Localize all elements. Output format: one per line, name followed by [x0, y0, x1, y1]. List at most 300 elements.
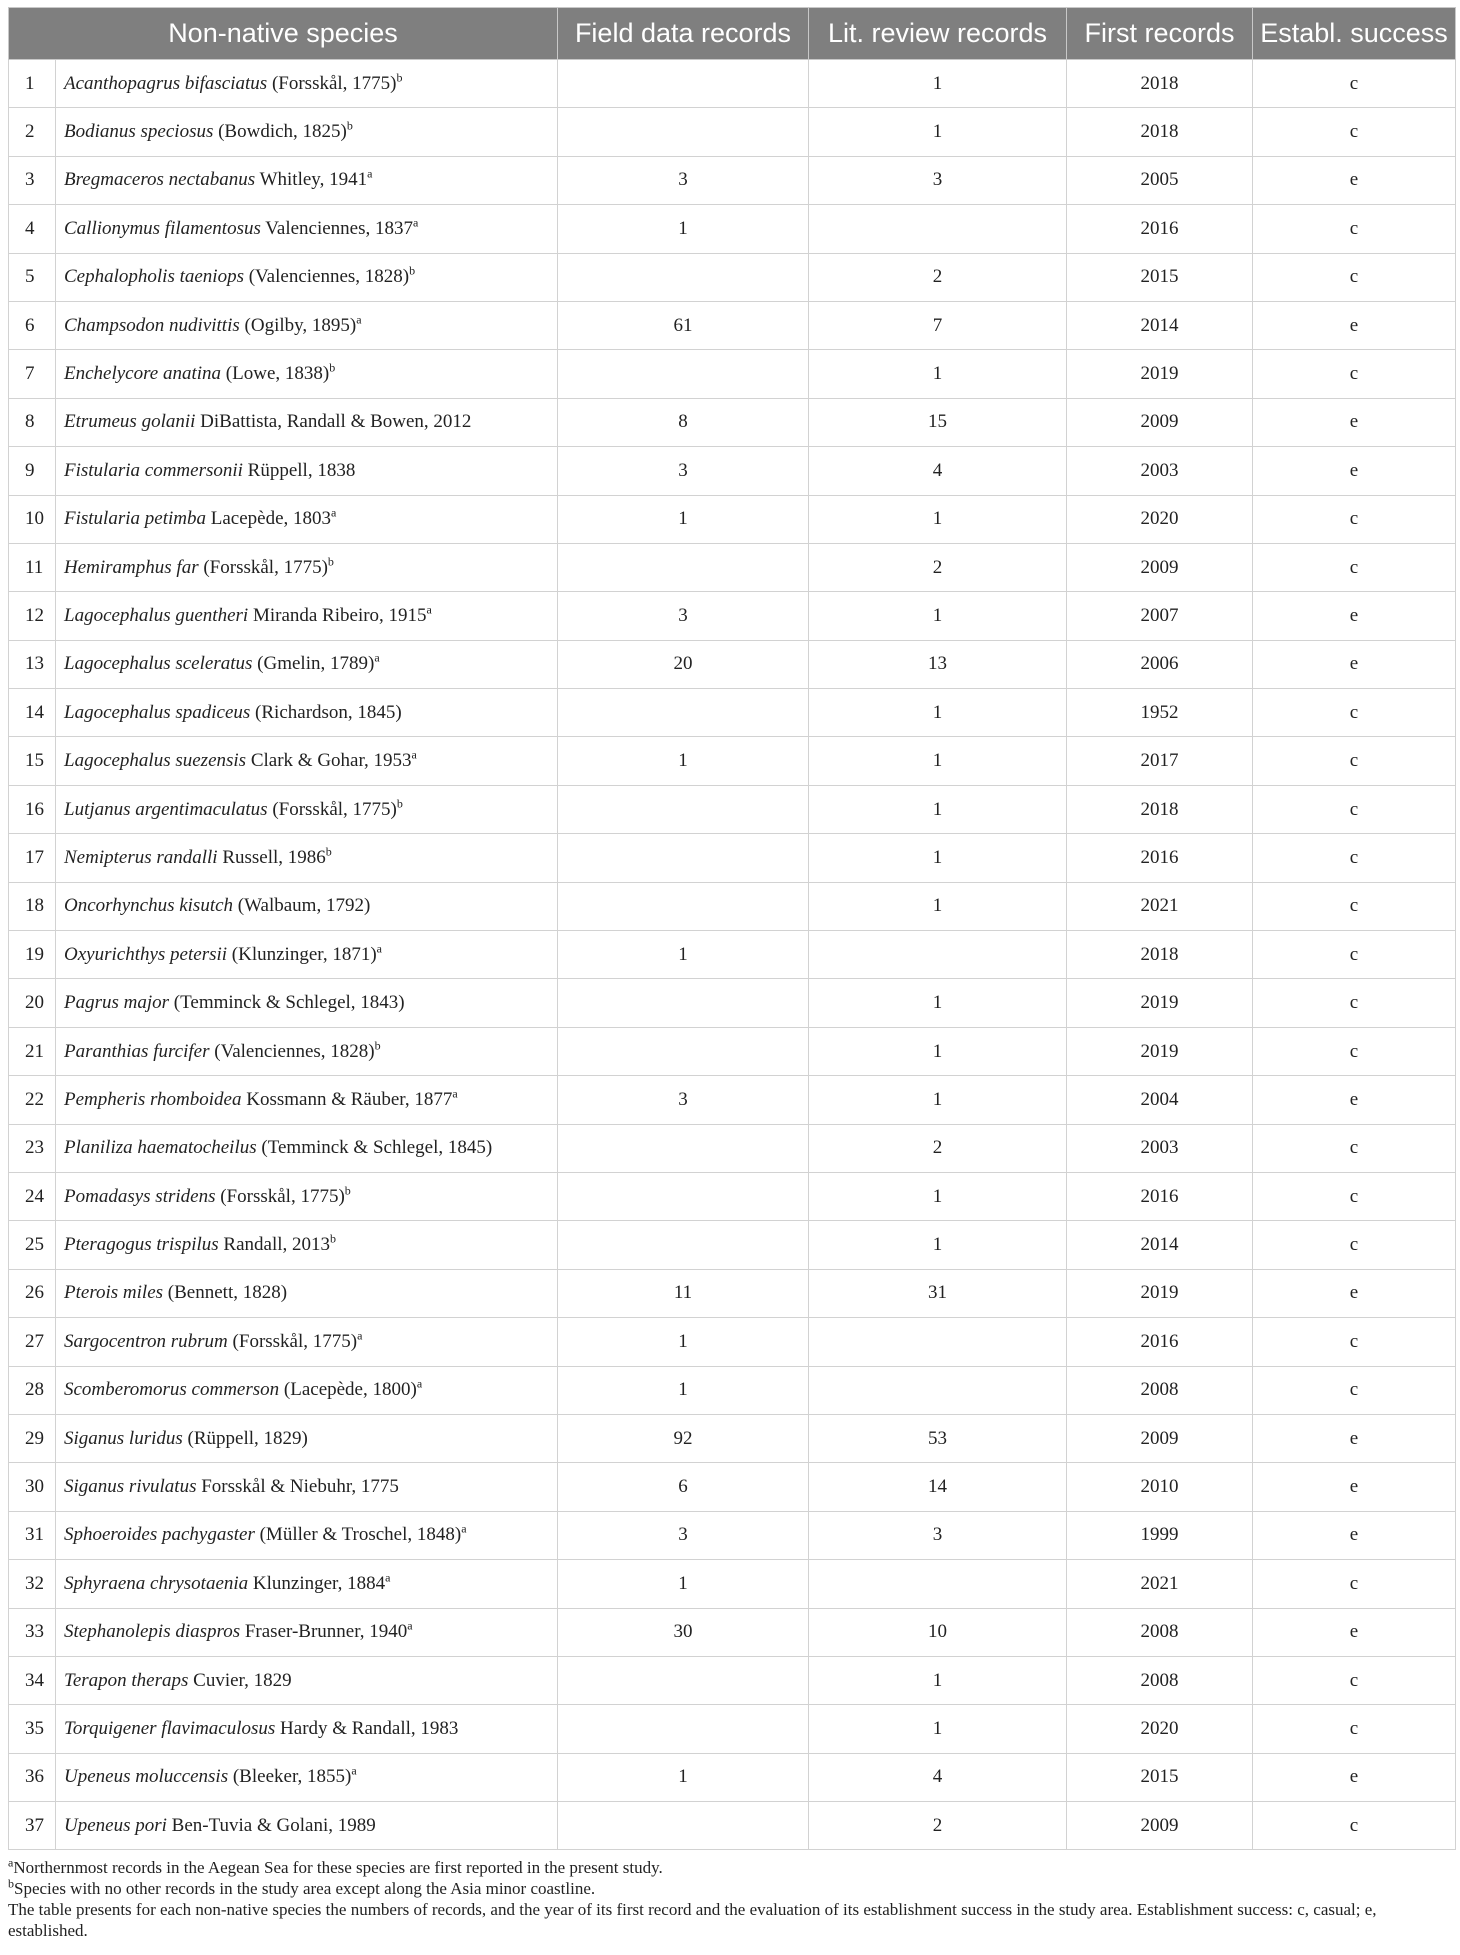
- species-binomial: Oxyurichthys petersii: [64, 943, 228, 965]
- footnote-mark: b: [396, 70, 403, 85]
- first-record-year: 2018: [1067, 108, 1253, 156]
- lit-records: [809, 1318, 1067, 1366]
- field-records: 1: [558, 1560, 809, 1608]
- establishment-success: e: [1253, 1076, 1456, 1124]
- lit-records: 1: [809, 979, 1067, 1027]
- table-row: [9, 1124, 1456, 1172]
- field-records: 61: [558, 301, 809, 349]
- establishment-success: c: [1253, 60, 1456, 108]
- field-records: 6: [558, 1463, 809, 1511]
- species-authority: Cuvier, 1829: [188, 1669, 292, 1691]
- footnote-mark: b: [396, 796, 403, 811]
- species-binomial: Scomberomorus commerson: [64, 1379, 280, 1401]
- species-name: [56, 447, 558, 495]
- species-authority: (Forsskål, 1775): [267, 72, 397, 94]
- species-authority: Rüppell, 1838: [242, 459, 356, 481]
- species-authority: (Temminck & Schlegel, 1845): [256, 1137, 493, 1159]
- field-records: [558, 1656, 809, 1704]
- footnote-b-mark: b: [8, 1876, 14, 1891]
- lit-records: 1: [809, 350, 1067, 398]
- species-name: [56, 1608, 558, 1656]
- row-number: 5: [9, 253, 56, 301]
- species-name: [56, 1221, 558, 1269]
- species-name: [56, 495, 558, 543]
- lit-records: 53: [809, 1414, 1067, 1462]
- species-binomial: Pempheris rhomboidea: [64, 1088, 242, 1110]
- first-record-year: 2020: [1067, 495, 1253, 543]
- species-name: [56, 1705, 558, 1753]
- species-binomial: Fistularia petimba: [64, 508, 206, 530]
- species-binomial: Champsodon nudivittis: [64, 314, 240, 336]
- field-records: [558, 1172, 809, 1220]
- species-name: [56, 398, 558, 446]
- field-records: [558, 60, 809, 108]
- row-number: 2: [9, 108, 56, 156]
- species-authority: (Lacepède, 1800): [279, 1379, 417, 1401]
- row-number: 19: [9, 931, 56, 979]
- species-name: [56, 1802, 558, 1850]
- species-authority: (Lowe, 1838): [221, 363, 330, 385]
- species-binomial: Lagocephalus guentheri: [64, 604, 249, 626]
- footnote-mark: b: [327, 554, 334, 569]
- table-row: [9, 1076, 1456, 1124]
- species-name: [56, 689, 558, 737]
- species-name: [56, 156, 558, 204]
- lit-records: 3: [809, 156, 1067, 204]
- establishment-success: c: [1253, 1560, 1456, 1608]
- species-binomial: Bodianus speciosus: [64, 121, 214, 143]
- lit-records: 2: [809, 1802, 1067, 1850]
- establishment-success: c: [1253, 1124, 1456, 1172]
- field-records: [558, 350, 809, 398]
- species-name: [56, 1511, 558, 1559]
- row-number: 15: [9, 737, 56, 785]
- footnote-mark: a: [376, 941, 382, 956]
- lit-records: [809, 205, 1067, 253]
- row-number: 14: [9, 689, 56, 737]
- row-number: 29: [9, 1414, 56, 1462]
- establishment-success: e: [1253, 301, 1456, 349]
- establishment-success: e: [1253, 1608, 1456, 1656]
- table-row: [9, 108, 1456, 156]
- footnote-mark: a: [351, 1764, 357, 1779]
- row-number: 17: [9, 834, 56, 882]
- table-row: [9, 253, 1456, 301]
- first-record-year: 2008: [1067, 1656, 1253, 1704]
- species-authority: (Forsskål, 1775): [267, 798, 397, 820]
- row-number: 23: [9, 1124, 56, 1172]
- first-record-year: 2009: [1067, 398, 1253, 446]
- footnote-mark: a: [385, 1570, 391, 1585]
- species-name: [56, 834, 558, 882]
- footnote-a-mark: a: [8, 1855, 14, 1870]
- lit-records: [809, 931, 1067, 979]
- row-number: 6: [9, 301, 56, 349]
- first-record-year: 2018: [1067, 60, 1253, 108]
- species-name: [56, 1269, 558, 1317]
- species-authority: (Rüppell, 1829): [182, 1427, 308, 1449]
- row-number: 3: [9, 156, 56, 204]
- species-name: [56, 1076, 558, 1124]
- field-records: 3: [558, 447, 809, 495]
- species-authority: (Temminck & Schlegel, 1843): [169, 992, 405, 1014]
- establishment-success: e: [1253, 1511, 1456, 1559]
- lit-records: 1: [809, 1221, 1067, 1269]
- lit-records: 1: [809, 108, 1067, 156]
- species-authority: (Forsskål, 1775): [215, 1185, 345, 1207]
- species-authority: Valenciennes, 1837: [260, 217, 414, 239]
- field-records: 1: [558, 1318, 809, 1366]
- first-record-year: 2015: [1067, 253, 1253, 301]
- field-records: 3: [558, 1076, 809, 1124]
- species-authority: Klunzinger, 1884: [248, 1572, 386, 1594]
- footnote-mark: b: [330, 1231, 337, 1246]
- row-number: 8: [9, 398, 56, 446]
- establishment-success: c: [1253, 931, 1456, 979]
- table-row: [9, 60, 1456, 108]
- first-record-year: 2019: [1067, 1027, 1253, 1075]
- field-records: [558, 834, 809, 882]
- field-records: [558, 108, 809, 156]
- field-records: [558, 882, 809, 930]
- species-binomial: Pomadasys stridens: [64, 1185, 216, 1207]
- lit-records: 15: [809, 398, 1067, 446]
- table-row: [9, 1560, 1456, 1608]
- first-record-year: 2020: [1067, 1705, 1253, 1753]
- lit-records: 1: [809, 592, 1067, 640]
- table-row: [9, 1318, 1456, 1366]
- table-row: [9, 495, 1456, 543]
- species-name: [56, 1414, 558, 1462]
- first-record-year: 2006: [1067, 640, 1253, 688]
- establishment-success: c: [1253, 1172, 1456, 1220]
- header-field-records: Field data records: [558, 8, 809, 60]
- species-authority: (Walbaum, 1792): [233, 895, 371, 917]
- table-row: [9, 447, 1456, 495]
- lit-records: [809, 1366, 1067, 1414]
- establishment-success: e: [1253, 1753, 1456, 1801]
- first-record-year: 2003: [1067, 447, 1253, 495]
- table-row: [9, 979, 1456, 1027]
- lit-records: 1: [809, 1076, 1067, 1124]
- footnote-mark: a: [452, 1086, 458, 1101]
- lit-records: 3: [809, 1511, 1067, 1559]
- header-lit-records: Lit. review records: [809, 8, 1067, 60]
- species-authority: (Bleeker, 1855): [228, 1766, 352, 1788]
- species-name: [56, 882, 558, 930]
- lit-records: 1: [809, 882, 1067, 930]
- species-authority: (Richardson, 1845): [250, 701, 402, 723]
- lit-records: 13: [809, 640, 1067, 688]
- species-binomial: Stephanolepis diaspros: [64, 1621, 241, 1643]
- first-record-year: 2009: [1067, 1802, 1253, 1850]
- species-authority: (Valenciennes, 1828): [243, 266, 410, 288]
- footnote-mark: a: [356, 312, 362, 327]
- first-record-year: 2008: [1067, 1608, 1253, 1656]
- first-record-year: 2008: [1067, 1366, 1253, 1414]
- species-name: [56, 1753, 558, 1801]
- table-row: [9, 1463, 1456, 1511]
- species-binomial: Sphoeroides pachygaster: [64, 1524, 255, 1546]
- species-binomial: Sphyraena chrysotaenia: [64, 1572, 249, 1594]
- establishment-success: c: [1253, 543, 1456, 591]
- species-authority: (Gmelin, 1789): [252, 653, 375, 675]
- field-records: [558, 1027, 809, 1075]
- species-authority: Randall, 2013: [218, 1234, 331, 1256]
- first-record-year: 2007: [1067, 592, 1253, 640]
- row-number: 13: [9, 640, 56, 688]
- species-name: [56, 205, 558, 253]
- species-name: [56, 1318, 558, 1366]
- species-binomial: Callionymus filamentosus: [64, 217, 261, 239]
- field-records: 30: [558, 1608, 809, 1656]
- table-row: [9, 1753, 1456, 1801]
- footnote-mark: a: [461, 1522, 467, 1537]
- species-authority: (Bowdich, 1825): [213, 121, 347, 143]
- lit-records: 1: [809, 1172, 1067, 1220]
- field-records: 1: [558, 205, 809, 253]
- first-record-year: 2015: [1067, 1753, 1253, 1801]
- establishment-success: e: [1253, 156, 1456, 204]
- lit-records: 7: [809, 301, 1067, 349]
- species-authority: DiBattista, Randall & Bowen, 2012: [195, 411, 472, 433]
- row-number: 9: [9, 447, 56, 495]
- first-record-year: 2019: [1067, 1269, 1253, 1317]
- field-records: 1: [558, 1366, 809, 1414]
- table-row: [9, 205, 1456, 253]
- table-row: [9, 1172, 1456, 1220]
- species-name: [56, 350, 558, 398]
- row-number: 24: [9, 1172, 56, 1220]
- species-name: [56, 1463, 558, 1511]
- species-table: [8, 7, 1456, 1850]
- first-record-year: 2019: [1067, 350, 1253, 398]
- table-body: [9, 60, 1456, 1850]
- first-record-year: 1952: [1067, 689, 1253, 737]
- establishment-success: c: [1253, 785, 1456, 833]
- row-number: 1: [9, 60, 56, 108]
- species-authority: (Forsskål, 1775): [227, 1330, 358, 1352]
- footnote-b-text: Species with no other records in the study area except along the Asia minor coastline.: [14, 1879, 596, 1898]
- species-authority: (Bennett, 1828): [163, 1282, 288, 1304]
- footnote-mark: a: [407, 1618, 413, 1633]
- footnote-mark: b: [325, 844, 332, 859]
- species-name: [56, 60, 558, 108]
- row-number: 37: [9, 1802, 56, 1850]
- species-binomial: Lagocephalus sceleratus: [64, 653, 253, 675]
- table-caption: The table presents for each non-native species the numbers of records, and the year of its first record and the evaluation of its establishment success in the study area. Establishment success: c, casual; e, established.: [8, 1900, 1377, 1940]
- species-binomial: Siganus rivulatus: [64, 1476, 197, 1498]
- species-name: [56, 1656, 558, 1704]
- establishment-success: e: [1253, 447, 1456, 495]
- table-row: [9, 398, 1456, 446]
- footnote-mark: b: [344, 1183, 351, 1198]
- species-authority: Clark & Gohar, 1953: [246, 750, 412, 772]
- species-binomial: Pterois miles: [64, 1282, 164, 1304]
- field-records: [558, 1705, 809, 1753]
- species-authority: (Forsskål, 1775): [198, 556, 328, 578]
- lit-records: 31: [809, 1269, 1067, 1317]
- table-row: [9, 785, 1456, 833]
- establishment-success: e: [1253, 1463, 1456, 1511]
- species-name: [56, 543, 558, 591]
- first-record-year: 2005: [1067, 156, 1253, 204]
- table-row: [9, 689, 1456, 737]
- row-number: 26: [9, 1269, 56, 1317]
- species-name: [56, 737, 558, 785]
- row-number: 25: [9, 1221, 56, 1269]
- row-number: 16: [9, 785, 56, 833]
- first-record-year: 1999: [1067, 1511, 1253, 1559]
- table-row: [9, 350, 1456, 398]
- establishment-success: e: [1253, 640, 1456, 688]
- table-row: [9, 1656, 1456, 1704]
- footnote-mark: b: [346, 118, 353, 133]
- species-binomial: Pagrus major: [64, 992, 170, 1014]
- first-record-year: 2021: [1067, 882, 1253, 930]
- footnote-mark: a: [357, 1328, 363, 1343]
- lit-records: 1: [809, 834, 1067, 882]
- species-binomial: Lagocephalus suezensis: [64, 750, 247, 772]
- species-binomial: Siganus luridus: [64, 1427, 183, 1449]
- establishment-success: e: [1253, 1269, 1456, 1317]
- establishment-success: c: [1253, 979, 1456, 1027]
- first-record-year: 2018: [1067, 931, 1253, 979]
- table-row: [9, 592, 1456, 640]
- establishment-success: c: [1253, 1366, 1456, 1414]
- header-first-records: First records: [1067, 8, 1253, 60]
- footnote-mark: a: [367, 167, 373, 182]
- table-row: [9, 640, 1456, 688]
- row-number: 35: [9, 1705, 56, 1753]
- species-binomial: Upeneus pori: [64, 1814, 167, 1836]
- establishment-success: c: [1253, 882, 1456, 930]
- lit-records: 1: [809, 737, 1067, 785]
- lit-records: 1: [809, 60, 1067, 108]
- first-record-year: 2014: [1067, 1221, 1253, 1269]
- table-row: [9, 1027, 1456, 1075]
- first-record-year: 2016: [1067, 1172, 1253, 1220]
- establishment-success: c: [1253, 1656, 1456, 1704]
- footnote-mark: a: [374, 651, 380, 666]
- footnote-a: [8, 1857, 1448, 1878]
- species-name: [56, 592, 558, 640]
- species-name: [56, 640, 558, 688]
- table-row: [9, 301, 1456, 349]
- species-name: [56, 1124, 558, 1172]
- row-number: 4: [9, 205, 56, 253]
- table-row: [9, 1269, 1456, 1317]
- row-number: 33: [9, 1608, 56, 1656]
- species-authority: (Müller & Troschel, 1848): [254, 1524, 462, 1546]
- row-number: 7: [9, 350, 56, 398]
- species-binomial: Nemipterus randalli: [64, 846, 218, 868]
- establishment-success: c: [1253, 1802, 1456, 1850]
- lit-records: 2: [809, 1124, 1067, 1172]
- first-record-year: 2009: [1067, 1414, 1253, 1462]
- species-binomial: Etrumeus golanii: [64, 411, 196, 433]
- field-records: [558, 543, 809, 591]
- field-records: 92: [558, 1414, 809, 1462]
- header-establishment: Establ. success: [1253, 8, 1456, 60]
- footnote-mark: b: [374, 1038, 381, 1053]
- header-species: Non-native species: [9, 8, 558, 60]
- footnote-mark: b: [329, 360, 336, 375]
- table-row: [9, 1414, 1456, 1462]
- species-authority: Fraser-Brunner, 1940: [240, 1621, 408, 1643]
- species-authority: (Valenciennes, 1828): [209, 1040, 375, 1062]
- establishment-success: c: [1253, 1318, 1456, 1366]
- field-records: 8: [558, 398, 809, 446]
- field-records: 1: [558, 737, 809, 785]
- establishment-success: c: [1253, 834, 1456, 882]
- table-row: [9, 1511, 1456, 1559]
- species-binomial: Oncorhynchus kisutch: [64, 895, 234, 917]
- establishment-success: e: [1253, 398, 1456, 446]
- species-binomial: Acanthopagrus bifasciatus: [64, 72, 268, 94]
- lit-records: 2: [809, 253, 1067, 301]
- species-authority: Whitley, 1941: [255, 169, 368, 191]
- row-number: 11: [9, 543, 56, 591]
- table-row: [9, 1608, 1456, 1656]
- species-authority: Hardy & Randall, 1983: [275, 1717, 459, 1739]
- field-records: [558, 253, 809, 301]
- species-binomial: Lagocephalus spadiceus: [64, 701, 251, 723]
- first-record-year: 2014: [1067, 301, 1253, 349]
- table-row: [9, 1705, 1456, 1753]
- footnote-mark: a: [413, 215, 419, 230]
- species-binomial: Pteragogus trispilus: [64, 1234, 219, 1256]
- establishment-success: c: [1253, 350, 1456, 398]
- establishment-success: c: [1253, 737, 1456, 785]
- species-authority: Forsskål & Niebuhr, 1775: [196, 1476, 399, 1498]
- field-records: 1: [558, 1753, 809, 1801]
- field-records: 3: [558, 592, 809, 640]
- footnote-b: [8, 1878, 1448, 1899]
- field-records: [558, 1124, 809, 1172]
- footnote-mark: b: [409, 263, 416, 278]
- footnote-mark: a: [416, 1376, 423, 1391]
- lit-records: 1: [809, 1656, 1067, 1704]
- field-records: [558, 979, 809, 1027]
- first-record-year: 2016: [1067, 205, 1253, 253]
- species-authority: Lacepède, 1803: [205, 508, 332, 530]
- first-record-year: 2019: [1067, 979, 1253, 1027]
- species-binomial: Planiliza haematocheilus: [64, 1137, 257, 1159]
- field-records: [558, 1802, 809, 1850]
- footnote-mark: a: [426, 602, 432, 617]
- table-row: [9, 737, 1456, 785]
- first-record-year: 2018: [1067, 785, 1253, 833]
- first-record-year: 2016: [1067, 834, 1253, 882]
- first-record-year: 2003: [1067, 1124, 1253, 1172]
- lit-records: 1: [809, 1705, 1067, 1753]
- footnote-a-text: Northernmost records in the Aegean Sea for these species are first reported in the present study.: [13, 1858, 663, 1877]
- table-row: [9, 543, 1456, 591]
- table-row: [9, 1366, 1456, 1414]
- field-records: 20: [558, 640, 809, 688]
- field-records: [558, 1221, 809, 1269]
- table-row: [9, 156, 1456, 204]
- establishment-success: c: [1253, 1221, 1456, 1269]
- species-binomial: Paranthias furcifer: [64, 1040, 210, 1062]
- establishment-success: c: [1253, 495, 1456, 543]
- species-binomial: Upeneus moluccensis: [64, 1766, 229, 1788]
- field-records: 1: [558, 495, 809, 543]
- lit-records: 1: [809, 785, 1067, 833]
- species-name: [56, 108, 558, 156]
- species-name: [56, 931, 558, 979]
